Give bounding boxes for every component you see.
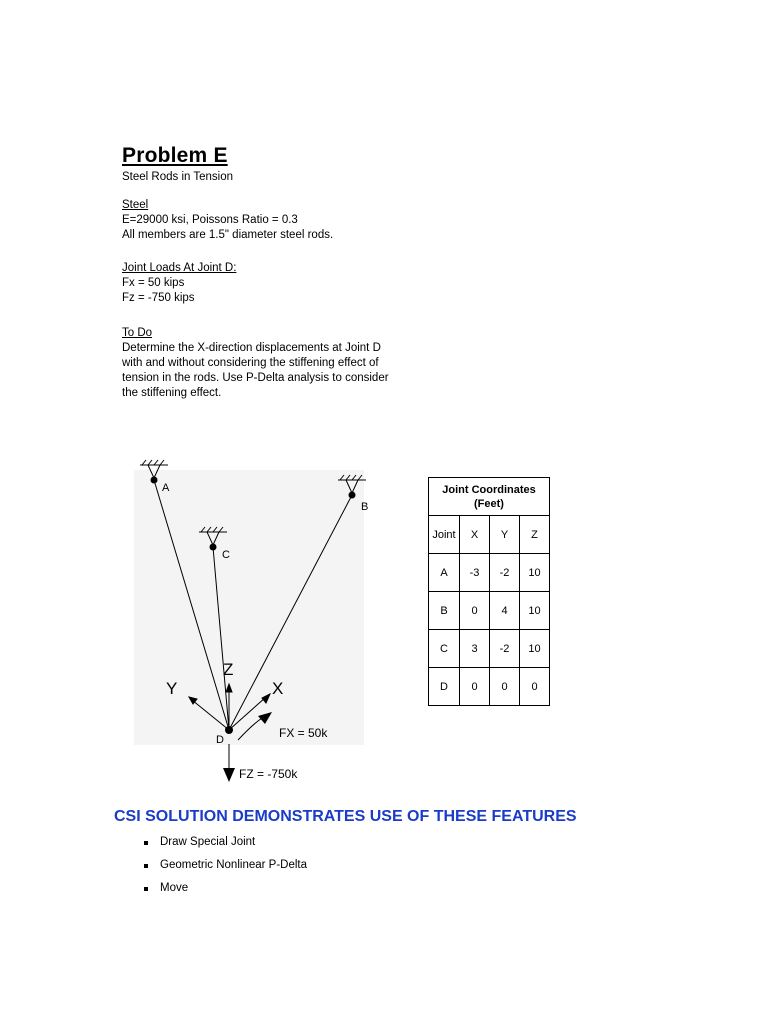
joint-coordinates-table [428,477,550,706]
table-cell: 0 [460,668,490,706]
diagram-background [134,470,364,745]
steel-heading: Steel [122,199,149,211]
axis-y-label: Y [166,679,178,698]
table-cell: -2 [490,630,520,668]
table-cell: 0 [520,668,550,706]
list-item [142,882,307,905]
table-title-text: Joint Coordinates [442,483,536,496]
joint-a-label: A [162,482,170,494]
table-cell: -2 [490,554,520,592]
joint-b [349,492,356,499]
joint-b-label: B [361,501,369,513]
table-cell: 0 [490,668,520,706]
joint-c-label: C [222,549,230,561]
col-header: Z [520,516,550,554]
joint-c [210,544,217,551]
bullet-icon [144,864,148,868]
col-header: X [460,516,490,554]
feature-label: Geometric Nonlinear P-Delta [160,859,308,871]
fx-label: FX = 50k [279,726,328,740]
steel-section [122,198,333,243]
table-title [429,478,550,516]
loads-heading: Joint Loads At Joint D: [122,262,237,274]
steel-properties: E=29000 ksi, Poissons Ratio = 0.3 [122,214,298,226]
features-list [142,836,307,905]
table-cell: 3 [460,630,490,668]
problem-title: Problem E [122,144,228,167]
table-row [429,592,550,630]
todo-line: the stiffening effect. [122,387,222,399]
col-header: Joint [429,516,460,554]
table-cell: 10 [520,592,550,630]
joint-a [151,477,158,484]
table-cell: D [429,668,460,706]
table-row [429,668,550,706]
load-fz: Fz = -750 kips [122,292,195,304]
fz-arrowhead-icon [223,768,235,782]
table-header-row [429,516,550,554]
axis-z-label: Z [223,660,234,679]
todo-line: tension in the rods. Use P-Delta analysis to consider [122,372,389,384]
todo-section [122,326,422,401]
table-row [429,554,550,592]
features-heading: CSI SOLUTION DEMONSTRATES USE OF THESE FEATURES [114,808,577,825]
table-cell: C [429,630,460,668]
col-header: Y [490,516,520,554]
todo-line: with and without considering the stiffening effect of [122,357,379,369]
todo-line: Determine the X-direction displacements at Joint D [122,342,381,354]
table-cell: 10 [520,554,550,592]
feature-label: Move [160,882,189,894]
bullet-icon [144,887,148,891]
list-item [142,859,307,882]
todo-heading: To Do [122,327,153,339]
table-cell: A [429,554,460,592]
bullet-icon [144,841,148,845]
table-cell: -3 [460,554,490,592]
table-cell: 10 [520,630,550,668]
table-cell: B [429,592,460,630]
table-row [429,630,550,668]
steel-members: All members are 1.5" diameter steel rods. [122,229,334,241]
axis-x-label: X [272,679,284,698]
feature-label: Draw Special Joint [160,836,256,848]
loads-section [122,261,236,306]
list-item [142,836,307,859]
fz-label: FZ = -750k [239,767,298,781]
structure-diagram [120,450,380,790]
load-fx: Fx = 50 kips [122,277,185,289]
problem-subtitle: Steel Rods in Tension [122,171,234,183]
table-cell: 4 [490,592,520,630]
table-units: (Feet) [474,497,504,510]
joint-d-label: D [216,734,224,746]
table-cell: 0 [460,592,490,630]
